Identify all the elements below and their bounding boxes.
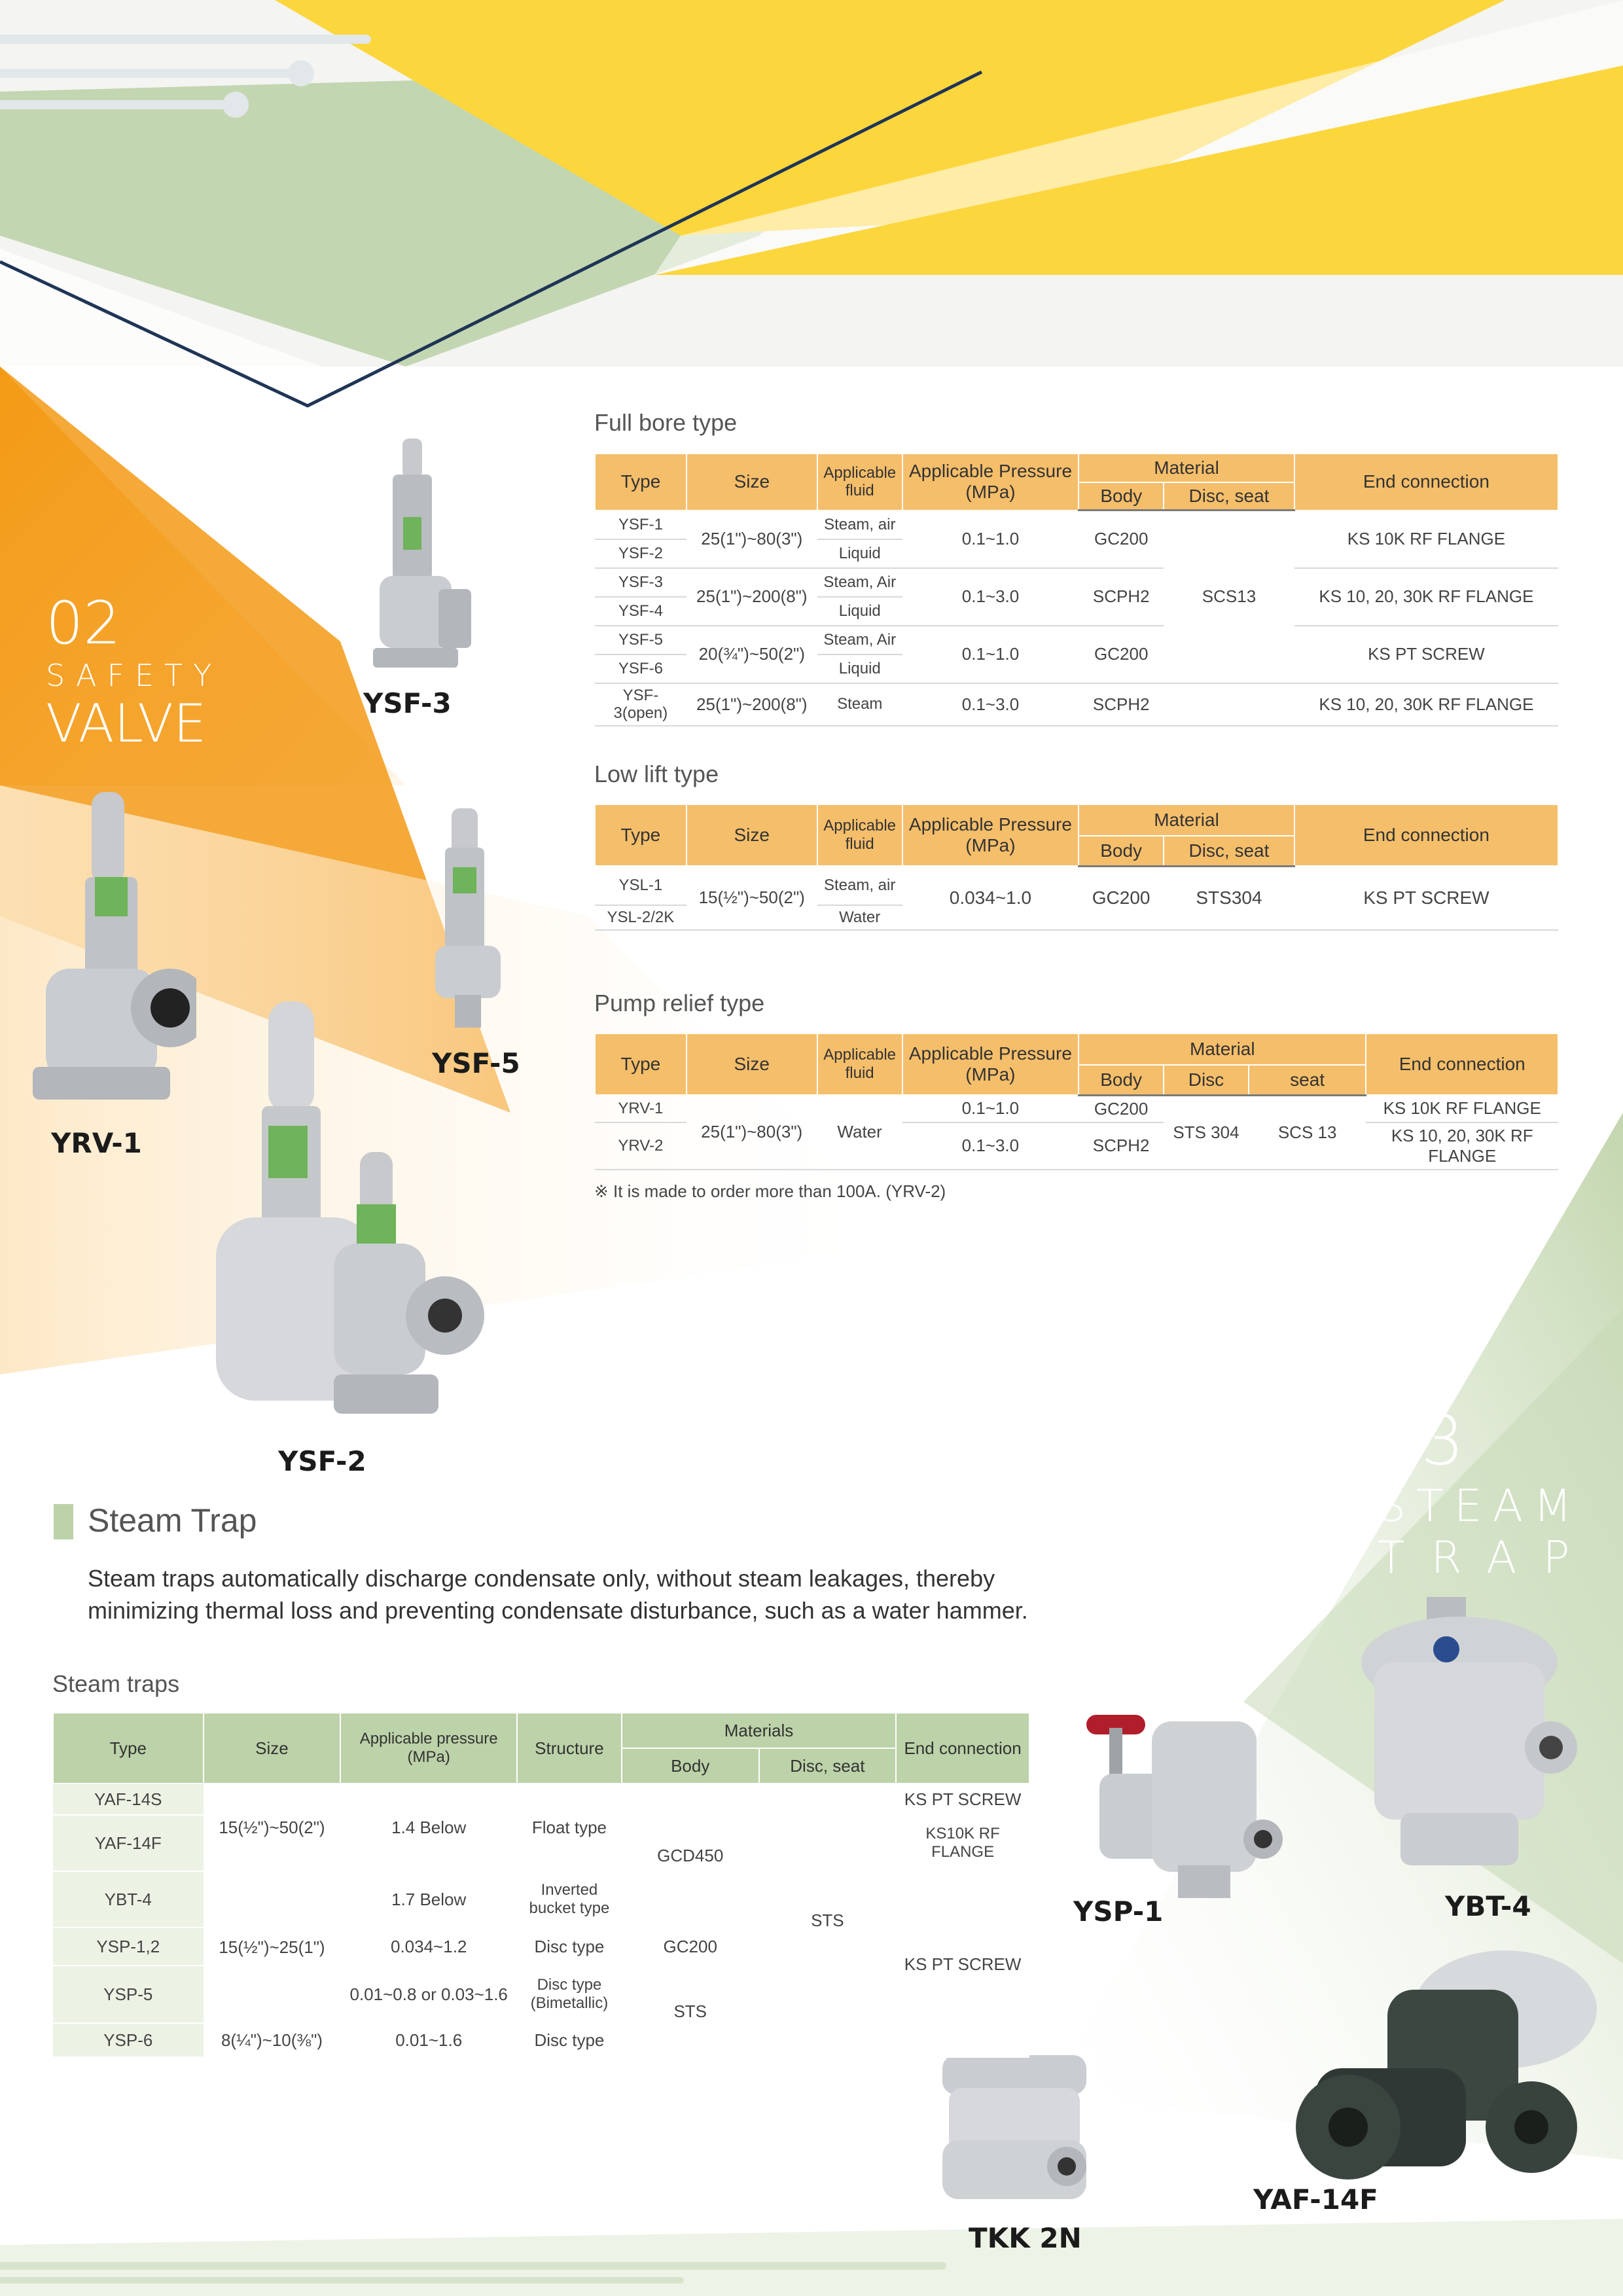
label-ysf5: YSF-5 xyxy=(432,1047,520,1079)
cell-fluid: Liquid xyxy=(817,539,902,568)
cell-type: YSF-5 xyxy=(595,626,687,655)
cell-end: KS PT SCREW xyxy=(1294,626,1558,683)
cell-disc: STS304 xyxy=(1164,866,1294,930)
col-type: Type xyxy=(595,454,687,511)
cell-type: YSL-1 xyxy=(595,866,687,905)
cell-size: 25(1")~200(8") xyxy=(687,683,817,726)
col-size: Size xyxy=(687,454,817,511)
table-row xyxy=(595,683,1558,726)
col-material: Material xyxy=(1079,454,1294,482)
col-size: Size xyxy=(687,804,817,866)
cell-type: YSF-3 xyxy=(595,568,687,597)
col-fluid: Applicable fluid xyxy=(817,804,902,866)
cell-disc: STS 304 xyxy=(1164,1095,1249,1170)
cell-pressure: 1.7 Below xyxy=(340,1871,517,1928)
trap-yaf14f-image xyxy=(1289,1950,1603,2206)
cell-end: KS 10K RF FLANGE xyxy=(1294,511,1558,568)
table-header-row xyxy=(595,454,1558,482)
col-pressure: Applicable Pressure (MPa) xyxy=(902,804,1079,866)
label-ybt4: YBT-4 xyxy=(1445,1890,1531,1922)
cell-size: 8(¼")~10(⅜") xyxy=(204,2023,341,2057)
cell-end: KS 10K RF FLANGE xyxy=(1366,1095,1558,1122)
cell-pressure: 0.034~1.2 xyxy=(340,1928,517,1965)
cell-size: 20(¾")~50(2") xyxy=(687,626,817,683)
cell-pressure: 0.1~3.0 xyxy=(902,1122,1079,1170)
cell-seat: SCS 13 xyxy=(1249,1095,1366,1170)
cell-type: YAF-14S xyxy=(53,1784,204,1815)
valve-ysf3-image xyxy=(366,439,478,674)
cell-type: YBT-4 xyxy=(53,1871,204,1928)
col-type: Type xyxy=(595,1033,687,1095)
section-number: 03 xyxy=(1378,1401,1465,1480)
col-end: End connection xyxy=(1366,1033,1558,1095)
cell-pressure: 0.01~0.8 or 0.03~1.6 xyxy=(340,1965,517,2023)
cell-body: GC200 xyxy=(1079,1095,1164,1122)
col-end: End connection xyxy=(896,1713,1029,1784)
cell-type: YSP-5 xyxy=(53,1965,204,2023)
cell-fluid: Steam, air xyxy=(817,511,902,539)
valve-yrv1-image xyxy=(33,792,196,1106)
cell-pressure: 0.1~3.0 xyxy=(902,683,1079,726)
cell-body: SCPH2 xyxy=(1079,568,1164,626)
col-disc: Disc, seat xyxy=(1164,836,1294,866)
cell-size: 25(1")~80(3") xyxy=(687,1095,817,1170)
pump-relief-title: Pump relief type xyxy=(594,990,765,1016)
cell-body: STS xyxy=(622,1965,759,2057)
cell-end: KS10K RF FLANGE xyxy=(896,1815,1029,1871)
label-ysf2: YSF-2 xyxy=(278,1445,366,1477)
cell-size: 15(½")~50(2") xyxy=(687,866,817,930)
cell-disc-shared: SCS13 xyxy=(1164,511,1294,683)
cell-structure: Float type xyxy=(517,1784,622,1871)
full-bore-title: Full bore type xyxy=(594,409,738,436)
cell-disc: STS xyxy=(759,1784,897,2057)
cell-type: YSP-1,2 xyxy=(53,1928,204,1965)
table-row xyxy=(53,1784,1029,1815)
col-disc: Disc, seat xyxy=(759,1748,897,1784)
steam-traps-table-title: Steam traps xyxy=(52,1670,180,1697)
col-material: Material xyxy=(1079,1033,1366,1065)
cell-size: 15(½")~25(1") xyxy=(204,1871,341,2023)
cell-pressure: 0.1~3.0 xyxy=(902,568,1079,626)
col-body: Body xyxy=(622,1748,759,1784)
cell-end: KS PT SCREW xyxy=(896,1784,1029,1815)
cell-pressure: 0.1~1.0 xyxy=(902,626,1079,683)
cell-body: SCPH2 xyxy=(1079,1122,1164,1170)
cell-structure: Disc type xyxy=(517,2023,622,2057)
col-size: Size xyxy=(687,1033,817,1095)
col-fluid: Applicable fluid xyxy=(817,454,902,511)
col-pressure: Applicable Pressure (MPa) xyxy=(902,1033,1079,1095)
col-body: Body xyxy=(1079,1065,1164,1095)
cell-disc xyxy=(1164,683,1294,726)
section-safety-valve xyxy=(46,589,222,754)
steam-trap-description xyxy=(88,1563,1028,1626)
cell-structure: Disc type (Bimetallic) xyxy=(517,1965,622,2023)
cell-size: 25(1")~80(3") xyxy=(687,511,817,568)
cell-size: 15(½")~50(2") xyxy=(204,1784,341,1871)
cell-fluid: Steam, air xyxy=(817,866,902,905)
section-steam-trap xyxy=(1378,1401,1596,1584)
table-row xyxy=(595,1095,1558,1122)
cell-fluid: Steam xyxy=(817,683,902,726)
cell-body: GC200 xyxy=(1079,866,1164,930)
col-type: Type xyxy=(595,804,687,866)
table-row xyxy=(595,626,1558,655)
pump-relief-table xyxy=(594,1033,1559,1170)
cell-type: YRV-1 xyxy=(595,1095,687,1122)
table-header-row xyxy=(595,804,1558,836)
cell-body: GC200 xyxy=(622,1928,759,1965)
label-yrv1: YRV-1 xyxy=(51,1127,142,1159)
cell-type: YSF-1 xyxy=(595,511,687,539)
cell-fluid: Steam, Air xyxy=(817,626,902,655)
cell-type: YSL-2/2K xyxy=(595,905,687,930)
cell-type: YSF-6 xyxy=(595,655,687,683)
cell-pressure: 1.4 Below xyxy=(340,1784,517,1871)
steam-trap-title-bar xyxy=(54,1504,73,1539)
trap-tkk2n-image xyxy=(929,2049,1099,2219)
section-number: 02 xyxy=(46,589,121,658)
cell-type: YSF-4 xyxy=(595,597,687,626)
cell-end: KS 10, 20, 30K RF FLANGE xyxy=(1366,1122,1558,1170)
cell-body: GCD450 xyxy=(622,1784,759,1928)
cell-pressure: 0.034~1.0 xyxy=(902,866,1079,930)
cell-type: YAF-14F xyxy=(53,1815,204,1871)
low-lift-title: Low lift type xyxy=(594,761,719,787)
cell-body: GC200 xyxy=(1079,626,1164,683)
cell-end: KS PT SCREW xyxy=(1294,866,1558,930)
cell-pressure: 0.01~1.6 xyxy=(340,2023,517,2057)
cell-fluid: Liquid xyxy=(817,655,902,683)
col-materials: Materials xyxy=(622,1713,896,1748)
cell-fluid: Water xyxy=(817,905,902,930)
cell-fluid: Liquid xyxy=(817,597,902,626)
section-word-2: TRAP xyxy=(1378,1532,1596,1584)
cell-end: KS 10, 20, 30K RF FLANGE xyxy=(1294,568,1558,626)
description-line-1: Steam traps automatically discharge condensate only, without steam leakages, thereby xyxy=(88,1565,995,1592)
cell-type: YSF-2 xyxy=(595,539,687,568)
col-end: End connection xyxy=(1294,804,1558,866)
valve-ysf5-image xyxy=(419,808,517,1031)
table-header-row xyxy=(53,1713,1029,1748)
steam-trap-title: Steam Trap xyxy=(88,1502,257,1539)
label-yaf14f: YAF-14F xyxy=(1253,2183,1378,2215)
label-tkk2n: TKK 2N xyxy=(969,2222,1082,2254)
table-row xyxy=(595,866,1558,905)
cell-structure: Disc type xyxy=(517,1928,622,1965)
label-ysp1: YSP-1 xyxy=(1073,1895,1164,1928)
cell-pressure: 0.1~1.0 xyxy=(902,511,1079,568)
full-bore-table xyxy=(594,453,1559,726)
col-body: Body xyxy=(1079,836,1164,866)
pump-relief-note: ※ It is made to order more than 100A. (YRV-2) xyxy=(594,1181,946,1201)
cell-type: YRV-2 xyxy=(595,1122,687,1170)
cell-fluid: Steam, Air xyxy=(817,568,902,597)
col-fluid: Applicable fluid xyxy=(817,1033,902,1095)
cell-type: YSF-3(open) xyxy=(595,683,687,726)
table-row xyxy=(595,568,1558,597)
description-line-2: minimizing thermal loss and preventing condensate disturbance, such as a water hammer. xyxy=(88,1596,1028,1624)
col-size: Size xyxy=(204,1713,341,1784)
cell-pressure: 0.1~1.0 xyxy=(902,1095,1079,1122)
col-end: End connection xyxy=(1294,454,1558,511)
trap-ybt4-image xyxy=(1348,1597,1584,1885)
table-header-row xyxy=(595,1033,1558,1065)
cell-end: KS 10, 20, 30K RF FLANGE xyxy=(1294,683,1558,726)
low-lift-table xyxy=(594,804,1559,931)
cell-structure: Inverted bucket type xyxy=(517,1871,622,1928)
col-type: Type xyxy=(53,1713,204,1784)
cell-body: SCPH2 xyxy=(1079,683,1164,726)
section-word-1: SAFETY xyxy=(46,658,223,693)
cell-fluid: Water xyxy=(817,1095,902,1170)
section-word-2: VALVE xyxy=(46,693,207,754)
col-structure: Structure xyxy=(517,1713,622,1784)
col-disc: Disc xyxy=(1164,1065,1249,1095)
col-pressure: Applicable Pressure (MPa) xyxy=(902,454,1079,511)
cell-body: GC200 xyxy=(1079,511,1164,568)
section-word-1: STEAM xyxy=(1378,1480,1582,1532)
cell-type: YSP-6 xyxy=(53,2023,204,2057)
table-row xyxy=(595,511,1558,539)
col-pressure: Applicable pressure (MPa) xyxy=(340,1713,517,1784)
label-ysf3: YSF-3 xyxy=(363,687,452,719)
col-disc: Disc, seat xyxy=(1164,482,1294,511)
cell-end: KS PT SCREW xyxy=(896,1871,1029,2057)
steam-traps-table xyxy=(52,1712,1030,2058)
col-seat: seat xyxy=(1249,1065,1366,1095)
col-material: Material xyxy=(1079,804,1294,836)
trap-ysp1-image xyxy=(1073,1702,1289,1911)
cell-size: 25(1")~200(8") xyxy=(687,568,817,626)
col-body: Body xyxy=(1079,482,1164,511)
